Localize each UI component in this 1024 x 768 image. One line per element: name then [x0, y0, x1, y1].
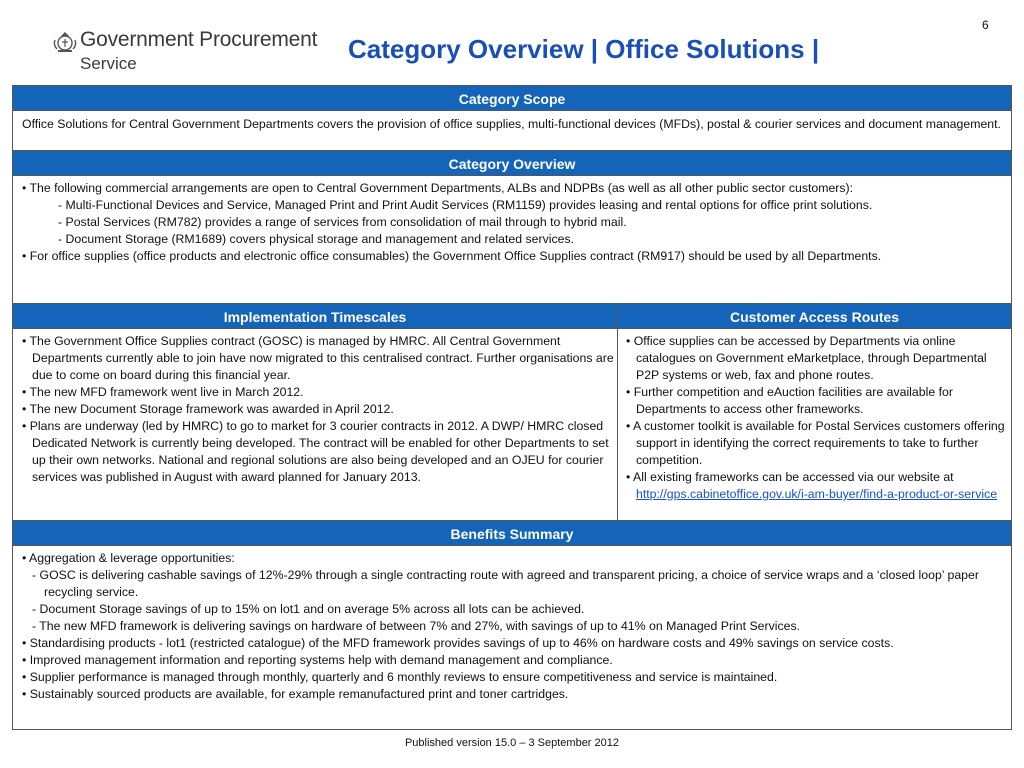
access-bullet: • Office supplies can be accessed by Departments via online catalogues on Government eMarketplace, through Departmental P2P systems or web, fax and phone routes.	[626, 334, 987, 382]
category-overview-body	[22, 180, 1004, 265]
category-scope-header: Category Scope	[12, 85, 1012, 111]
gps-logo	[52, 28, 342, 76]
implementation-body	[22, 333, 614, 486]
benefits-bullet: • Standardising products - lot1 (restricted catalogue) of the MFD framework provides savings of up to 46% on hardware costs and 49% savings on service costs.	[22, 636, 894, 650]
access-body	[626, 333, 1010, 503]
benefits-sub-item: - Document Storage savings of up to 15% on lot1 and on average 5% across all lots can be achieved.	[32, 602, 585, 616]
logo-line1: Government Procurement	[80, 28, 318, 51]
access-bullet-text: • All existing frameworks can be accessed via our website at	[626, 470, 954, 484]
page-title: Category Overview | Office Solutions |	[348, 34, 820, 64]
implementation-bullet: • The Government Office Supplies contract (GOSC) is managed by HMRC. All Central Government Departments currently able to join have now migrated to this centralised contract. Further organisations are due to come on board during this financial year.	[22, 334, 614, 382]
gps-website-link[interactable]: http://gps.cabinetoffice.gov.uk/i-am-buyer/find-a-product-or-service	[636, 487, 998, 501]
access-bullet: • Further competition and eAuction facilities are available for Departments to access other frameworks.	[626, 385, 953, 416]
benefits-sub-item: - GOSC is delivering cashable savings of 12%-29% through a single contracting route with agreed and transparent pricing, a choice of service wraps and a ‘closed loop’ paper recycling service.	[32, 568, 979, 599]
footer-version: Published version 15.0 – 3 September 2012	[404, 737, 620, 749]
customer-access-routes-header: Customer Access Routes	[617, 303, 1012, 329]
overview-bullet: • The following commercial arrangements are open to Central Government Departments, ALBs and NDPBs (as well as all other public sector customers):	[22, 181, 854, 195]
category-scope-text: Office Solutions for Central Government Departments covers the provision of office supplies, multi-functional devices (MFDs), postal & courier services and document management.	[22, 117, 1001, 131]
implementation-timescales-header: Implementation Timescales	[12, 303, 618, 329]
benefits-bullet: • Sustainably sourced products are available, for example remanufactured print and toner cartridges.	[22, 687, 569, 701]
overview-sub-item: - Document Storage (RM1689) covers physical storage and management and related services.	[58, 232, 575, 246]
page-number: 6	[982, 18, 989, 32]
overview-sub-item: - Multi-Functional Devices and Service, Managed Print and Print Audit Services (RM1159) provides leasing and rental options for office print solutions.	[58, 198, 873, 212]
benefits-bullet: • Improved management information and reporting systems help with demand management and compliance.	[22, 653, 613, 667]
logo-line2: Service	[80, 54, 137, 73]
overview-bullet: • For office supplies (office products and electronic office consumables) the Government Office Supplies contract (RM917) should be used by all Departments.	[22, 249, 882, 263]
implementation-bullet: • The new MFD framework went live in March 2012.	[22, 385, 304, 399]
implementation-bullet: • The new Document Storage framework was awarded in April 2012.	[22, 402, 394, 416]
implementation-bullet: • Plans are underway (led by HMRC) to go to market for 3 courier contracts in 2012. A DWP/ HMRC closed Dedicated Network is currently being developed. The contract will be enabled for other Departments to set up their own networks. National and regional solutions are also being developed and an OJEU for courier services was published in August with award planned for January 2013.	[22, 419, 609, 484]
category-overview-header: Category Overview	[12, 150, 1012, 176]
column-divider	[617, 303, 618, 521]
access-bullet: • A customer toolkit is available for Postal Services customers offering support in identifying the correct requirements to take to further competition.	[626, 419, 1005, 467]
access-bullet	[626, 469, 1010, 503]
benefits-sub-item: - The new MFD framework is delivering savings on hardware of between 7% and 27%, with savings of up to 41% on Managed Print Services.	[32, 619, 801, 633]
benefits-body	[22, 550, 1004, 703]
overview-sub-item: - Postal Services (RM782) provides a range of services from consolidation of mail through to hybrid mail.	[58, 215, 627, 229]
benefits-bullet: • Aggregation & leverage opportunities:	[22, 551, 235, 565]
benefits-bullet: • Supplier performance is managed through monthly, quarterly and 6 monthly reviews to ensure competitiveness and service is maintained.	[22, 670, 778, 684]
royal-crest-icon	[52, 30, 78, 54]
benefits-summary-header: Benefits Summary	[12, 520, 1012, 546]
